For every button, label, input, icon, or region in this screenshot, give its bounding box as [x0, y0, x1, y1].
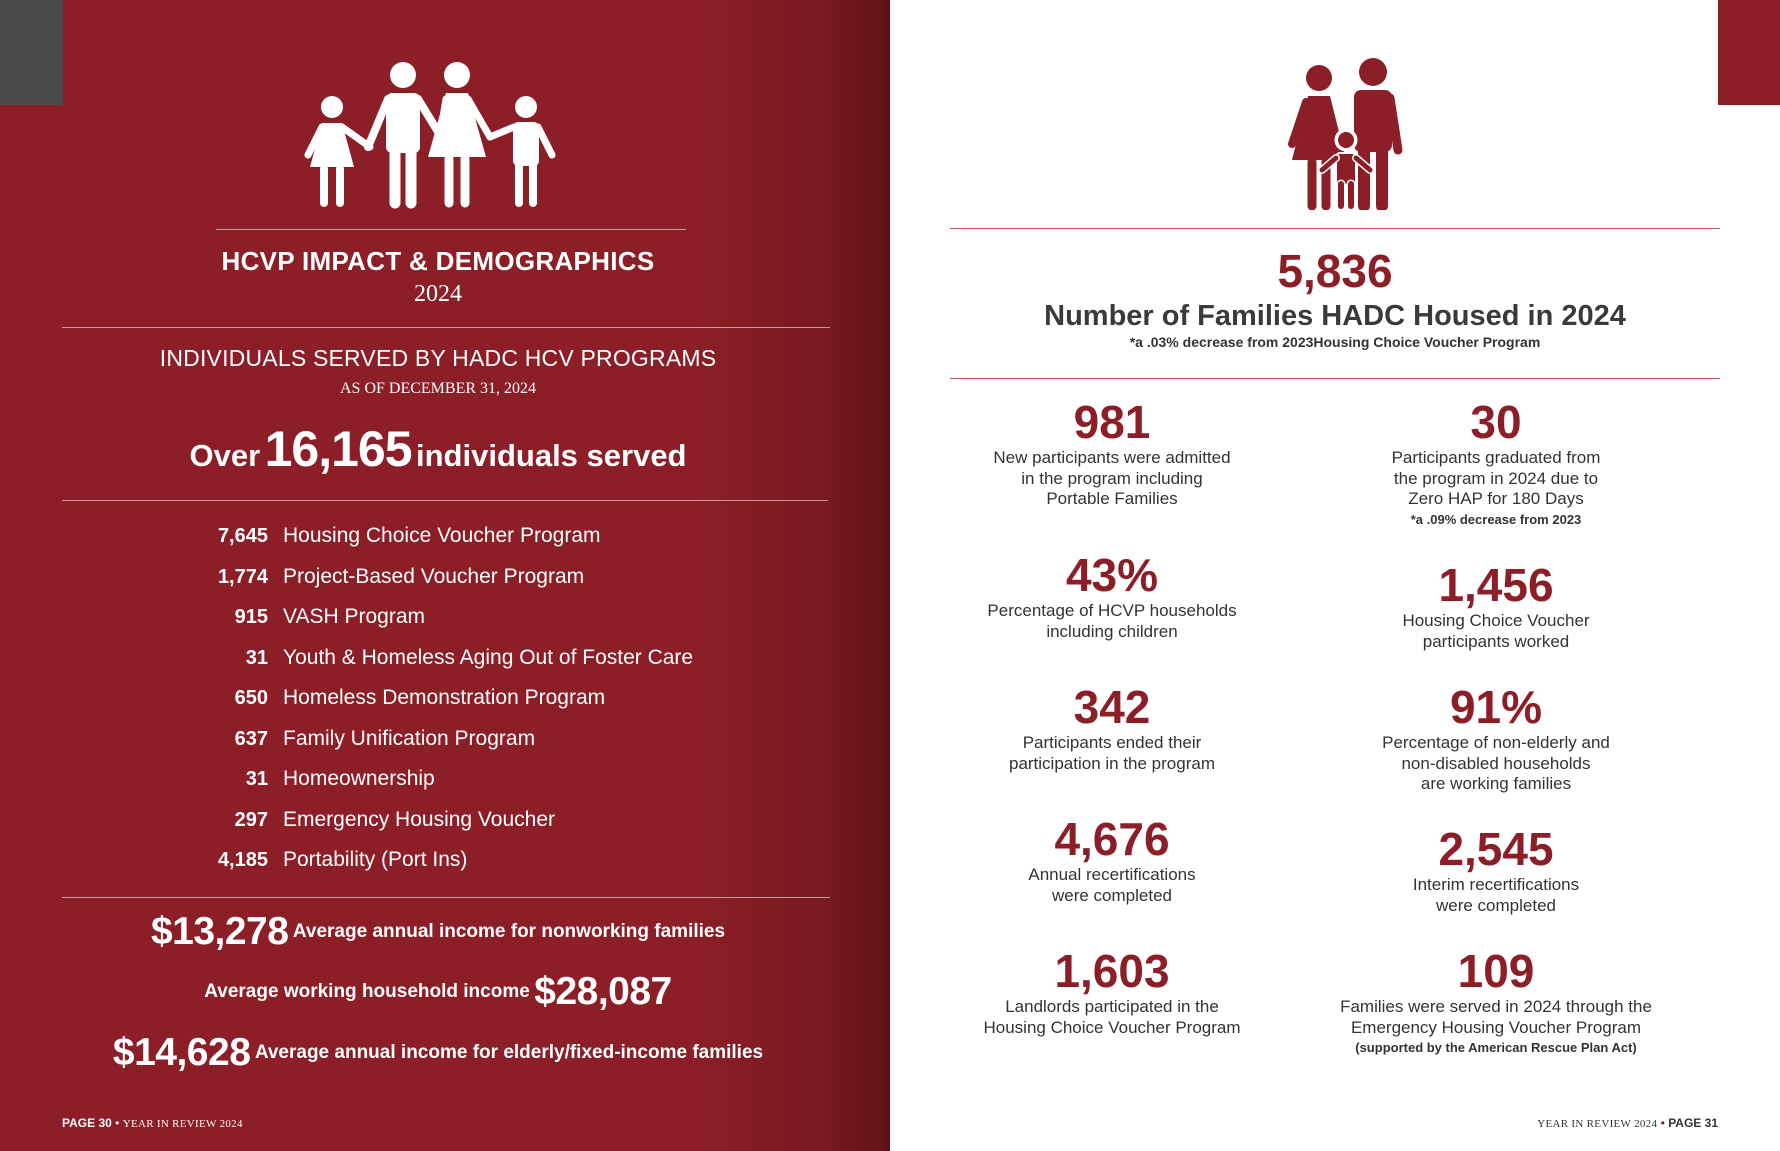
stat-number: 2,545	[1438, 823, 1554, 875]
divider	[950, 228, 1720, 229]
stat-desc-line: Interim recertifications	[1412, 875, 1580, 894]
list-item	[0, 723, 876, 764]
stat-desc-line: New participants were admitted	[993, 448, 1231, 467]
stat-number: 1,456	[1438, 559, 1554, 611]
page-title: HCVP IMPACT & DEMOGRAPHICS	[221, 246, 655, 276]
stat-note: *a .09% decrease from 2023	[1410, 511, 1582, 527]
program-label: Project-Based Voucher Program	[283, 564, 585, 588]
list-item	[0, 763, 876, 804]
stat-desc-line: Participants graduated from	[1391, 448, 1601, 467]
program-label: Homeownership	[283, 767, 435, 790]
program-count: 650	[234, 687, 268, 709]
program-label: Portability (Port Ins)	[283, 848, 468, 871]
program-count: 637	[234, 727, 268, 750]
program-count: 31	[245, 768, 268, 790]
program-label: Emergency Housing Voucher	[283, 807, 555, 831]
stat-households-children	[942, 549, 1282, 642]
right-page	[890, 0, 1780, 1151]
stat-working-families	[1326, 681, 1666, 795]
stat-number: 91%	[1449, 681, 1543, 733]
stat-desc-line: participation in the program	[1008, 753, 1215, 773]
income-working	[0, 970, 876, 1014]
list-item	[0, 844, 876, 885]
stat-desc-line: Annual recertifications	[1028, 865, 1196, 884]
stat-desc-line: in the program including	[1021, 468, 1203, 488]
stat-new-participants	[942, 396, 1282, 510]
stat-number: 1,603	[1054, 945, 1170, 997]
corner-tab	[1718, 0, 1780, 105]
divider	[950, 378, 1720, 379]
program-label: Youth & Homeless Aging Out of Foster Care	[283, 645, 694, 669]
stat-desc-line: Emergency Housing Voucher Program	[1350, 1017, 1642, 1037]
stat-desc-line: Percentage of HCVP households	[987, 601, 1237, 620]
stat-desc-line: participants worked	[1422, 631, 1570, 651]
stat-interim-recerts	[1326, 823, 1666, 916]
income-label: Average working household income	[204, 981, 530, 1002]
family-of-four-icon	[300, 55, 580, 210]
page-year: 2024	[414, 281, 462, 307]
page-footer-right	[1537, 1116, 1718, 1130]
stat-ended-participation	[942, 681, 1282, 774]
stat-desc-line: non-disabled households	[1401, 753, 1591, 773]
income-amount: $14,628	[112, 1031, 251, 1074]
program-list	[0, 520, 876, 885]
stat-annual-recerts	[942, 813, 1282, 906]
program-label: Homeless Demonstration Program	[283, 686, 606, 709]
stat-participants-worked	[1326, 559, 1666, 652]
stat-graduated	[1326, 396, 1666, 530]
stat-landlords	[942, 945, 1282, 1038]
list-item	[0, 561, 876, 602]
stat-desc-line: Zero HAP for 180 Days	[1408, 489, 1584, 508]
income-amount: $28,087	[534, 970, 672, 1013]
stat-desc-line: Housing Choice Voucher Program	[983, 1017, 1241, 1037]
page-footer-left	[62, 1116, 243, 1130]
stat-desc-line: were completed	[1435, 895, 1556, 915]
divider	[62, 327, 830, 328]
program-count: 7,645	[217, 525, 268, 547]
stat-number: 30	[1470, 396, 1522, 448]
stat-desc-line: the program in 2024 due to	[1393, 468, 1599, 488]
stat-desc-line: Housing Choice Voucher	[1402, 611, 1590, 630]
individuals-served	[0, 420, 876, 478]
income-label: Average annual income for elderly/fixed-income families	[254, 1042, 764, 1063]
families-housed-note: *a .03% decrease from 2023Housing Choice Voucher Program	[1129, 334, 1541, 350]
served-prefix: Over	[189, 438, 261, 473]
list-item	[0, 804, 876, 845]
stat-emergency-voucher	[1306, 945, 1686, 1058]
families-housed-title: Number of Families HADC Housed in 2024	[1044, 300, 1626, 332]
program-count: 915	[234, 606, 268, 628]
stat-desc-line: Percentage of non-elderly and	[1382, 733, 1610, 752]
parents-with-child-icon	[1286, 58, 1406, 210]
stat-number: 4,676	[1054, 813, 1170, 865]
income-elderly	[0, 1031, 876, 1075]
stat-number: 342	[1073, 681, 1151, 733]
stat-number: 109	[1457, 945, 1535, 997]
program-label: Housing Choice Voucher Program	[283, 524, 601, 547]
program-label: Family Unification Program	[283, 726, 536, 750]
divider	[62, 897, 830, 898]
income-amount: $13,278	[150, 910, 289, 953]
stat-desc-line: Families were served in 2024 through the	[1340, 997, 1652, 1016]
list-item	[0, 642, 876, 683]
stat-number: 43%	[1065, 549, 1159, 601]
income-nonworking	[0, 910, 876, 954]
served-suffix: individuals served	[416, 438, 687, 473]
footer-separator: •	[115, 1116, 120, 1130]
section-subtitle: INDIVIDUALS SERVED BY HADC HCV PROGRAMS	[159, 345, 717, 371]
stat-note: (supported by the American Rescue Plan Act)	[1355, 1040, 1637, 1055]
stat-desc-line: including children	[1046, 621, 1178, 641]
divider	[62, 500, 828, 501]
stat-desc-line: Participants ended their	[1022, 733, 1202, 752]
families-housed-number: 5,836	[1277, 245, 1393, 297]
stat-desc-line: Portable Families	[1046, 489, 1178, 508]
footer-label: YEAR IN REVIEW 2024	[1537, 1118, 1658, 1130]
page-number: PAGE 31	[1668, 1116, 1718, 1130]
stat-desc-line: Landlords participated in the	[1005, 997, 1219, 1016]
corner-tab	[0, 0, 63, 105]
program-count: 4,185	[217, 849, 268, 871]
stat-desc-line: are working families	[1420, 774, 1572, 793]
list-item	[0, 601, 876, 642]
page-number: PAGE 30	[62, 1116, 112, 1130]
stat-number: 981	[1073, 396, 1151, 448]
footer-label: YEAR IN REVIEW 2024	[122, 1118, 243, 1130]
program-count: 31	[245, 646, 268, 669]
program-count: 297	[234, 808, 268, 831]
program-count: 1,774	[217, 565, 268, 588]
footer-separator: •	[1660, 1116, 1665, 1130]
served-number: 16,165	[264, 421, 412, 477]
list-item	[0, 520, 876, 561]
income-label: Average annual income for nonworking families	[292, 921, 726, 942]
as-of-date: AS OF DECEMBER 31, 2024	[339, 380, 537, 397]
stat-desc-line: were completed	[1051, 885, 1172, 905]
list-item	[0, 682, 876, 723]
program-label: VASH Program	[283, 605, 425, 628]
divider	[216, 229, 686, 230]
